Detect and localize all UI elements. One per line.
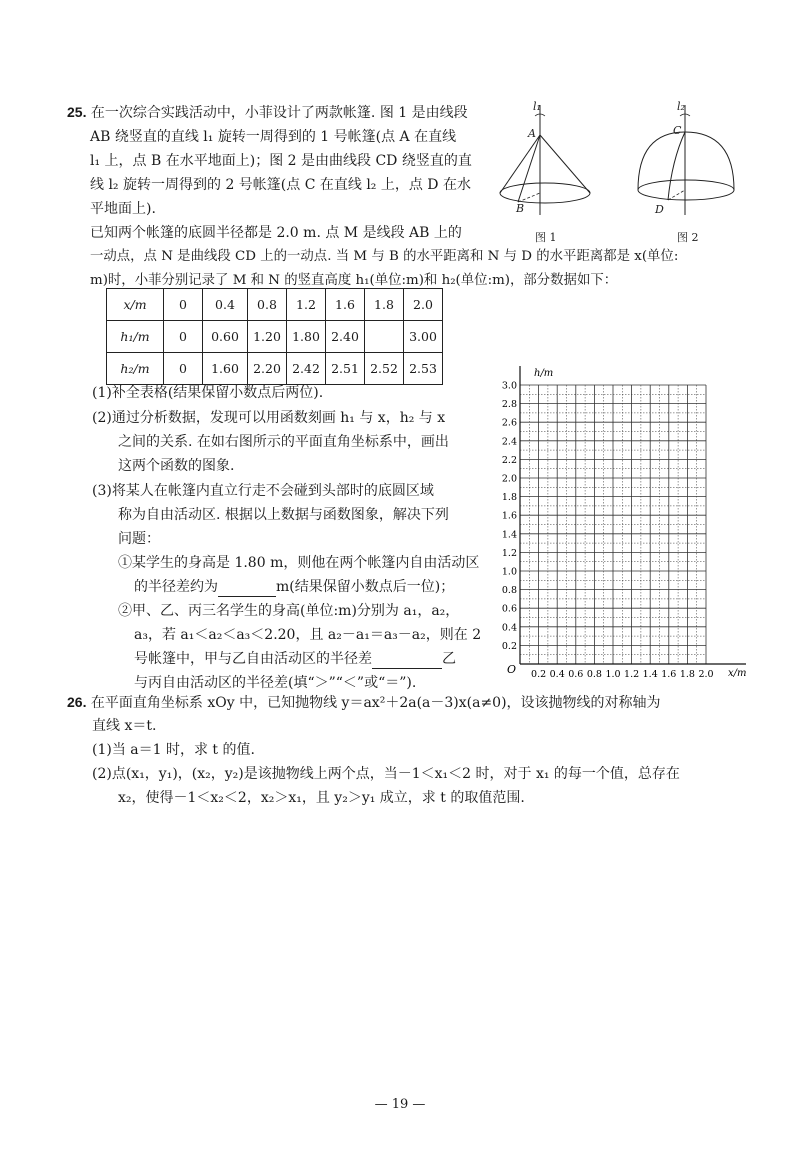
y-tick-label: 1.2	[501, 547, 517, 559]
table-cell: h₂/m	[107, 353, 164, 385]
figure-2-point-c: C	[673, 124, 682, 137]
q25-part-3c: 问题：	[118, 531, 160, 547]
q26-part-2a: (2)点(x₁，y₁)，(x₂，y₂)是该抛物线上两个点，当－1＜x₁＜2 时，对于 x₁ 的每一个值，总存在	[92, 766, 680, 782]
table-cell: 1.80	[287, 321, 326, 353]
table-row	[107, 289, 443, 321]
table-cell: 0	[164, 353, 203, 385]
table-cell: 0	[164, 289, 203, 321]
q25-sub-1b-post: m(结果保留小数点后一位)；	[276, 579, 455, 595]
data-table	[106, 288, 443, 385]
figure-2-caption: 图 2	[677, 231, 699, 244]
q25-part-2a: (2)通过分析数据，发现可以用函数刻画 h₁ 与 x，h₂ 与 x	[92, 410, 446, 426]
x-tick-label: 0.6	[568, 669, 584, 680]
q25-intro-2: AB 绕竖直的直线 l₁ 旋转一周得到的 1 号帐篷(点 A 在直线	[90, 129, 457, 145]
y-tick-label: 1.4	[501, 529, 517, 541]
x-tick-label: 1.8	[679, 669, 695, 680]
q25-sub-2c-post: 乙	[442, 651, 456, 667]
q25-intro-1: 在一次综合实践活动中，小菲设计了两款帐篷. 图 1 是由线段	[90, 105, 468, 121]
q25-sub-2c-pre: 号帐篷中，甲与乙自由活动区的半径差	[134, 651, 372, 667]
figure-2-dome	[630, 100, 750, 245]
x-axis-label: x/m	[728, 668, 747, 679]
x-tick-label: 1.6	[661, 669, 677, 680]
q26-number: 26.	[67, 694, 87, 710]
x-tick-label: 1.4	[642, 669, 658, 680]
figure-1-point-a: A	[528, 127, 536, 140]
y-tick-label: 1.6	[501, 510, 517, 522]
y-tick-label: 2.4	[501, 436, 517, 448]
answer-blank-2[interactable]	[372, 652, 442, 669]
q25-part-2c: 这两个函数的图象.	[118, 458, 235, 474]
q25-sub-1b-pre: 的半径差约为	[134, 579, 218, 595]
q25-intro-4: 线 l₂ 旋转一周得到的 2 号帐篷(点 C 在直线 l₂ 上，点 D 在水	[90, 177, 471, 193]
table-cell: 2.0	[404, 289, 443, 321]
dome-base	[638, 180, 734, 200]
y-tick-label: 0.6	[501, 603, 517, 615]
y-tick-label: 2.0	[501, 473, 517, 485]
x-tick-label: 1.2	[624, 669, 640, 680]
table-cell: 1.8	[365, 289, 404, 321]
cone-base	[500, 183, 590, 203]
table-cell: 1.20	[248, 321, 287, 353]
q25-intro-8: m)时，小菲分别记录了 M 和 N 的竖直高度 h₁(单位:m)和 h₂(单位:m)，部分数据如下：	[90, 273, 618, 288]
table-cell: 2.42	[287, 353, 326, 385]
q25-number: 25.	[67, 104, 87, 120]
table-cell: h₁/m	[107, 321, 164, 353]
q25-line-1	[67, 102, 468, 123]
figure-1-caption: 图 1	[535, 231, 557, 244]
q25-part-3a: (3)将某人在帐篷内直立行走不会碰到头部时的底圆区域	[92, 483, 434, 499]
table-cell: 1.2	[287, 289, 326, 321]
table-cell: x/m	[107, 289, 164, 321]
table-cell: 0	[164, 321, 203, 353]
q26-part-2b: x₂，使得－1＜x₂＜2，x₂＞x₁，且 y₂＞y₁ 成立，求 t 的取值范围.	[118, 790, 525, 806]
curve-cd	[668, 132, 685, 200]
x-tick-label: 1.0	[605, 669, 621, 680]
grid-lines	[520, 385, 706, 664]
q26-text-1: 在平面直角坐标系 xOy 中，已知抛物线 y＝ax²＋2a(a－3)x(a≠0)，设该抛物线的对称轴为	[90, 695, 661, 711]
origin-label: O	[507, 663, 517, 676]
table-cell-blank[interactable]	[365, 321, 404, 353]
table-cell: 0.60	[203, 321, 248, 353]
q25-intro-5: 平地面上).	[90, 201, 156, 217]
figure-2-l2-label: l₂	[677, 100, 685, 113]
table-cell: 2.20	[248, 353, 287, 385]
q25-part-2b: 之间的关系. 在如右图所示的平面直角坐标系中，画出	[118, 434, 449, 450]
figure-1-l1-label: l₁	[533, 100, 541, 113]
q25-sub-2a: ②甲、乙、丙三名学生的身高(单位:m)分别为 a₁，a₂，	[118, 603, 460, 619]
table-cell: 2.40	[326, 321, 365, 353]
y-tick-labels	[502, 381, 517, 652]
y-tick-label: 0.8	[501, 585, 517, 597]
segment-ab	[518, 135, 540, 202]
page-number: — 19 —	[374, 1097, 426, 1112]
x-tick-label: 0.2	[531, 669, 547, 680]
y-tick-label: 1.0	[501, 566, 517, 578]
q25-sub-1a: ①某学生的身高是 1.80 m，则他在两个帐篷内自由活动区	[118, 555, 480, 571]
y-axis-label: h/m	[534, 368, 554, 379]
x-tick-labels	[531, 669, 714, 680]
table-row	[107, 353, 443, 385]
q26-line-1	[67, 692, 661, 713]
table-cell: 2.51	[326, 353, 365, 385]
x-tick-label: 0.8	[586, 669, 602, 680]
y-tick-label: 2.8	[501, 399, 517, 411]
q25-sub-2d: 与丙自由活动区的半径差(填“＞”“＜”或“＝”).	[134, 675, 417, 691]
q26-part-1: (1)当 a＝1 时，求 t 的值.	[92, 742, 255, 758]
q25-part-3b: 称为自由活动区. 根据以上数据与函数图象，解决下列	[118, 507, 449, 523]
table-cell: 1.60	[203, 353, 248, 385]
table-cell: 2.52	[365, 353, 404, 385]
x-tick-label: 0.4	[549, 669, 565, 680]
q25-sub-2c	[134, 649, 456, 669]
table-cell: 1.6	[326, 289, 365, 321]
table-cell: 3.00	[404, 321, 443, 353]
q25-sub-1b	[134, 577, 454, 597]
table-cell: 0.8	[248, 289, 287, 321]
figure-1-cone	[490, 100, 620, 245]
figure-1-point-b: B	[516, 202, 525, 215]
y-tick-label: 1.8	[501, 492, 517, 504]
q25-intro-7: 一动点，点 N 是曲线段 CD 上的一动点. 当 M 与 B 的水平距离和 N 与 D 的水平距离都是 x(单位:	[90, 249, 679, 264]
q25-sub-2b: a₃，若 a₁＜a₂＜a₃＜2.20，且 a₂－a₁＝a₃－a₂，则在 2	[134, 627, 482, 643]
table-row	[107, 321, 443, 353]
x-tick-label: 2.0	[698, 669, 714, 680]
y-tick-label: 2.6	[501, 417, 517, 429]
q25-part-1: (1)补全表格(结果保留小数点后两位).	[92, 385, 324, 401]
y-tick-label: 0.4	[501, 622, 517, 634]
y-tick-label: 3.0	[501, 380, 517, 392]
y-tick-label: 0.2	[501, 640, 517, 652]
q26-text-2: 直线 x＝t.	[92, 718, 157, 734]
coordinate-grid	[490, 362, 750, 682]
figure-2-point-d: D	[655, 203, 664, 216]
answer-blank-1[interactable]	[218, 580, 276, 597]
q25-intro-6: 已知两个帐篷的底圆半径都是 2.0 m. 点 M 是线段 AB 上的	[90, 225, 462, 241]
q25-intro-3: l₁ 上，点 B 在水平地面上)；图 2 是由曲线段 CD 绕竖直的直	[90, 153, 472, 169]
table-cell: 0.4	[203, 289, 248, 321]
y-tick-label: 2.2	[501, 454, 517, 466]
table-cell: 2.53	[404, 353, 443, 385]
